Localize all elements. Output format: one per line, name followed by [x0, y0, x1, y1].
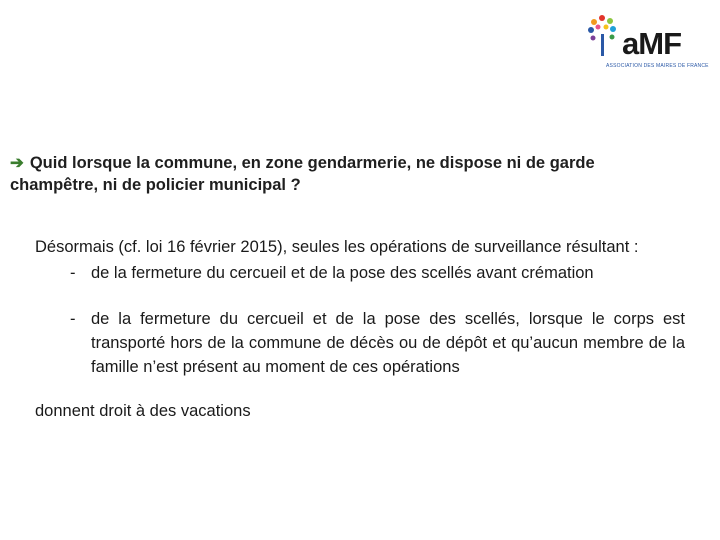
question-text: Quid lorsque la commune, en zone gendarmerie, ne dispose ni de garde champêtre, ni de policier municipal ? [10, 154, 595, 194]
bullet-dash: - [70, 264, 76, 282]
list-item [35, 307, 685, 379]
list-item [35, 261, 685, 285]
question-heading [10, 152, 686, 196]
logo-wordmark: aMF [622, 26, 681, 61]
list-item-text: de la fermeture du cercueil et de la pose des scellés, lorsque le corps est transporté hors de la commune de décès ou de dépôt et qu’aucun membre de la famille n’est présent au moment de ces opérations [91, 310, 685, 376]
amf-logo [588, 12, 712, 74]
intro-paragraph: Désormais (cf. loi 16 février 2015), seules les opérations de surveillance résultant : [35, 238, 639, 256]
list-item-text: de la fermeture du cercueil et de la pose des scellés avant crémation [91, 264, 594, 282]
bullet-dash: - [70, 310, 76, 328]
slide-body [35, 235, 685, 423]
closing-paragraph: donnent droit à des vacations [35, 402, 251, 420]
logo-tagline: ASSOCIATION DES MAIRES DE FRANCE [606, 63, 709, 69]
arrow-icon: ➔ [10, 154, 24, 172]
